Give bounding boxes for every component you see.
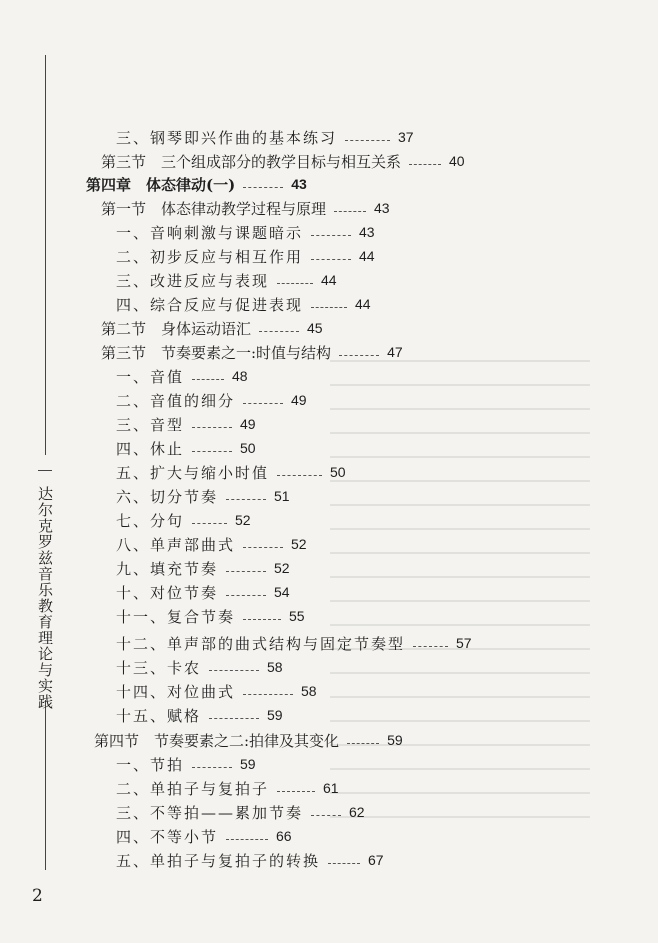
toc-entry-page: 44 [321,272,337,288]
toc-entry-page: 54 [274,584,290,600]
toc-entry [101,341,403,363]
dot-leader [409,164,441,165]
toc-entry [116,581,290,603]
toc-entry-page: 50 [330,464,346,480]
dot-leader [226,839,268,840]
toc-entry [116,533,307,555]
toc-entry-title: 第一节 体态律动教学过程与原理 [101,199,327,218]
toc-entry-page: 49 [240,416,256,432]
dot-leader [226,499,266,500]
toc-entry-title: 五、单拍子与复拍子的转换 [116,851,321,870]
toc-entry-page: 43 [291,176,307,192]
dot-leader [209,718,259,719]
toc-entry [116,557,290,579]
dot-leader [243,619,281,620]
toc-entry [116,825,292,847]
dot-leader [226,571,266,572]
toc-entry-title: 二、单拍子与复拍子 [116,779,270,798]
toc-entry-title: 十三、卡农 [116,658,202,677]
toc-entry-title: 第三节 节奏要素之一:时值与结构 [101,343,332,362]
toc-entry [116,753,256,775]
toc-entry-page: 44 [355,296,371,312]
toc-entry-page: 52 [291,536,307,552]
dot-leader [311,307,347,308]
toc-entry [116,777,339,799]
dot-leader [277,475,322,476]
toc-entry [116,680,317,702]
dot-leader [192,767,232,768]
toc-entry-title: 三、不等拍——累加节奏 [116,803,304,822]
toc-entry [116,656,283,678]
dot-leader [192,427,232,428]
toc-entry-title: 三、钢琴即兴作曲的基本练习 [116,128,338,147]
toc-entry-title: 十一、复合节奏 [116,607,236,626]
toc-entry-title: 九、填充节奏 [116,559,219,578]
toc-entry [116,485,290,507]
toc-entry-page: 62 [349,804,365,820]
dot-leader [347,743,379,744]
toc-entry [116,293,371,315]
toc-entry [116,509,251,531]
toc-entry-page: 52 [235,512,251,528]
margin-rule [45,700,46,870]
toc-entry-title: 六、切分节奏 [116,487,219,506]
toc-entry [116,269,337,291]
toc-entry-title: 十五、赋格 [116,706,202,725]
toc-entry-page: 48 [232,368,248,384]
dot-leader [226,595,266,596]
toc-entry [116,126,414,148]
toc-entry-title: 第四节 节奏要素之二:拍律及其变化 [94,731,340,750]
dot-leader [277,791,315,792]
toc-entry [116,365,248,387]
toc-entry-title: 八、单声部曲式 [116,535,236,554]
dot-leader [243,403,283,404]
toc-entry-page: 59 [267,707,283,723]
toc-entry [116,704,283,726]
toc-entry-title: 第三节 三个组成部分的教学目标与相互关系 [101,152,402,171]
dot-leader [328,863,360,864]
toc-entry-title: 三、改进反应与表现 [116,271,270,290]
toc-entry-page: 59 [240,756,256,772]
toc-entry-page: 67 [368,852,384,868]
toc-entry-page: 47 [387,344,403,360]
toc-entry-page: 52 [274,560,290,576]
toc-entry [101,197,390,219]
dot-leader [243,187,283,188]
dot-leader [339,355,379,356]
dot-leader [311,235,351,236]
toc-entry-title: 十四、对位曲式 [116,682,236,701]
toc-entry [94,729,403,751]
toc-entry-title: 五、扩大与缩小时值 [116,463,270,482]
toc-entry [101,150,465,172]
toc-entry [101,317,323,339]
toc-entry-page: 37 [398,129,414,145]
toc-entry [116,437,256,459]
dot-leader [192,451,232,452]
toc-entry [116,605,305,627]
toc-entry [116,461,346,483]
toc-entry-page: 66 [276,828,292,844]
toc-entry-page: 51 [274,488,290,504]
toc-entry-title: 四、综合反应与促进表现 [116,295,304,314]
dot-leader [345,140,390,141]
toc-entry [116,413,256,435]
toc-entry [116,245,375,267]
dot-leader [209,670,259,671]
toc-entry [116,632,472,654]
toc-entry-page: 45 [307,320,323,336]
toc-entry-page: 43 [359,224,375,240]
dot-leader [243,547,283,548]
dot-leader [277,283,313,284]
toc-entry-title: 十二、单声部的曲式结构与固定节奏型 [116,634,406,653]
toc-entry [116,849,384,871]
toc-entry [116,389,307,411]
dot-leader [334,211,366,212]
toc-entry-page: 50 [240,440,256,456]
toc-entry-title: 二、音值的细分 [116,391,236,410]
dot-leader [259,331,299,332]
page-number: 2 [32,886,43,906]
dot-leader [243,694,293,695]
toc-entry-page: 57 [456,635,472,651]
toc-entry-page: 61 [323,780,339,796]
toc-entry-page: 44 [359,248,375,264]
toc-entry-title: 一、节拍 [116,755,185,774]
toc-entry-title: 四、休止 [116,439,185,458]
margin-tick [38,470,52,471]
toc-entry-title: 一、音值 [116,367,185,386]
running-title: 达尔克罗兹音乐教育理论与实践 [36,486,54,710]
toc-entry-title: 一、音响刺激与课题暗示 [116,223,304,242]
dot-leader [192,379,224,380]
toc-entry-page: 58 [267,659,283,675]
toc-entry-page: 58 [301,683,317,699]
dot-leader [413,646,448,647]
margin-rule [45,55,46,455]
toc-entry-title: 第二节 身体运动语汇 [101,319,252,338]
toc-entry-page: 49 [291,392,307,408]
toc-entry-title: 三、音型 [116,415,185,434]
dot-leader [192,523,227,524]
toc-entry-title: 二、初步反应与相互作用 [116,247,304,266]
toc-entry-page: 40 [449,153,465,169]
toc-entry [116,221,375,243]
dot-leader [311,259,351,260]
show-through-text [330,360,590,840]
toc-entry-title: 七、分句 [116,511,185,530]
toc-entry-page: 59 [387,732,403,748]
toc-entry-title: 四、不等小节 [116,827,219,846]
toc-entry [86,173,307,195]
toc-entry-title: 十、对位节奏 [116,583,219,602]
toc-entry-title: 第四章 体态律动(一) [86,175,236,194]
dot-leader [311,815,341,816]
toc-entry [116,801,365,823]
toc-entry-page: 43 [374,200,390,216]
toc-entry-page: 55 [289,608,305,624]
